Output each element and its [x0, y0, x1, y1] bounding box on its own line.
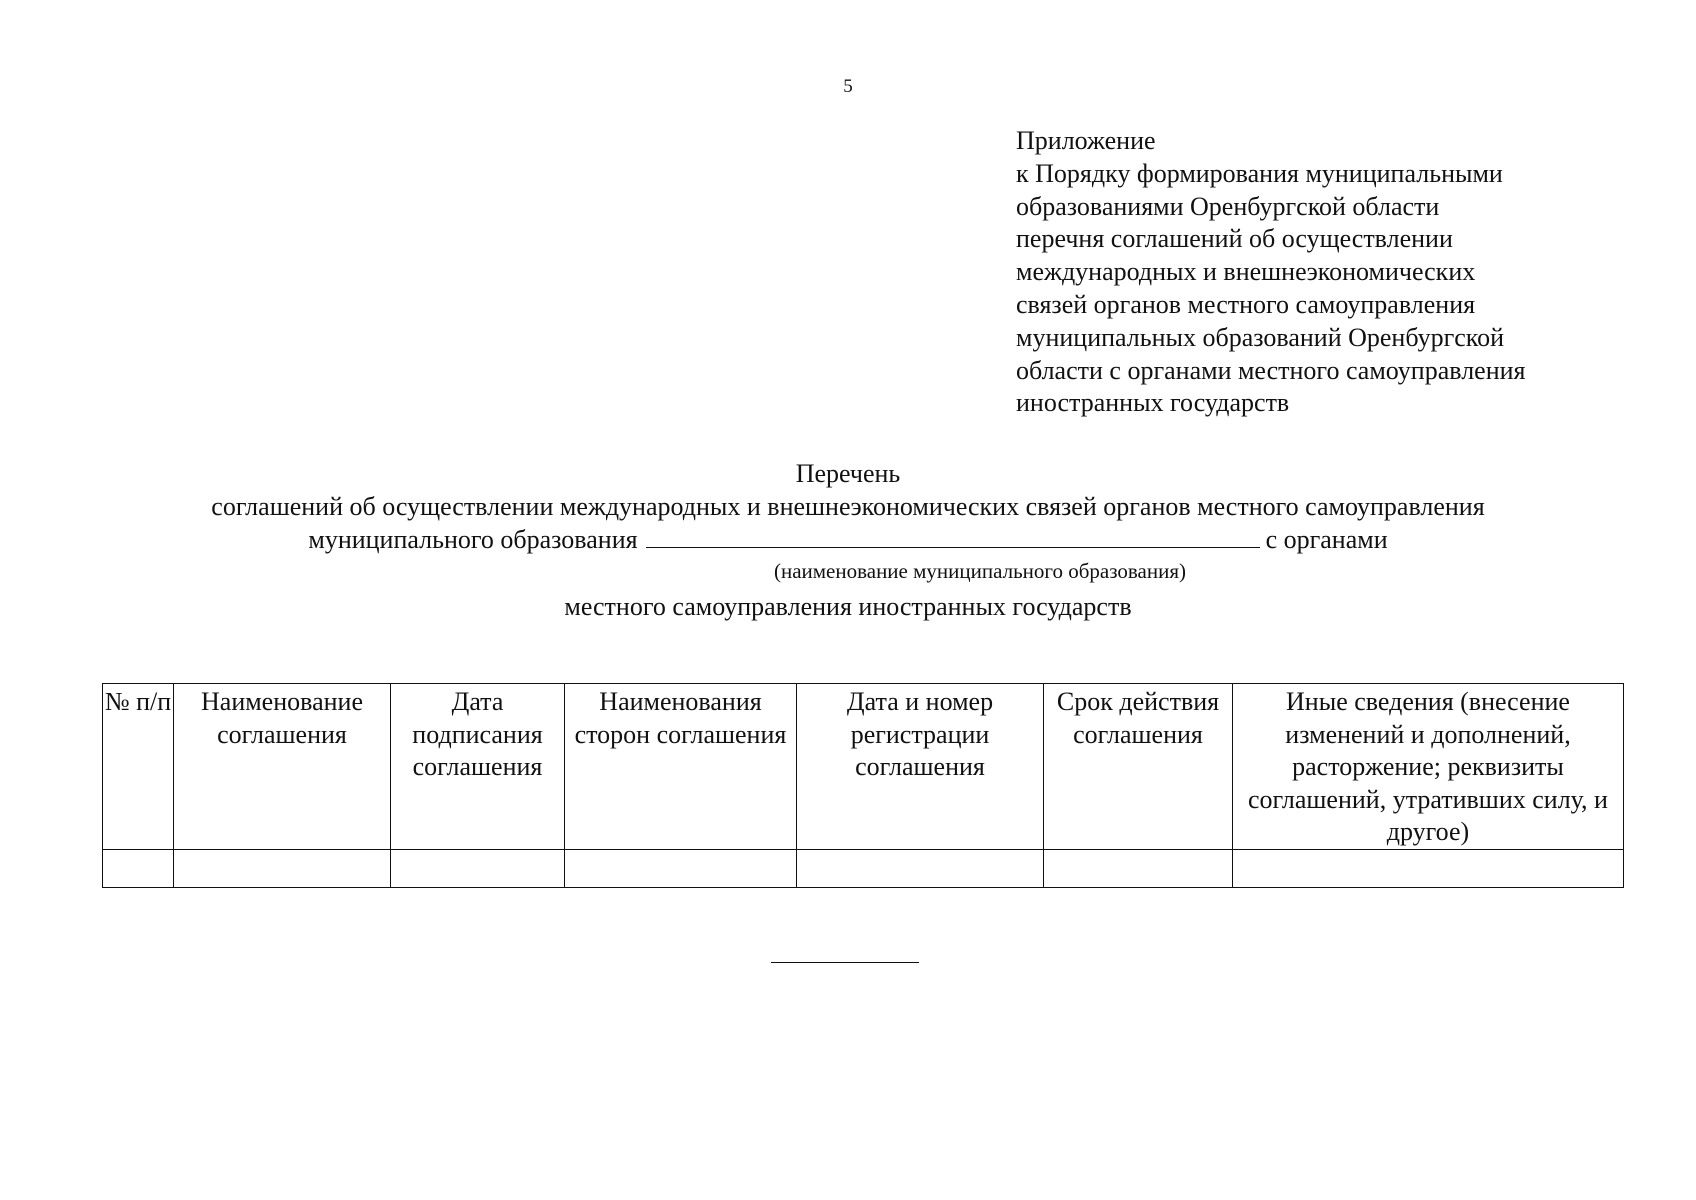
municipality-blank-line — [646, 523, 1260, 548]
document-title — [0, 458, 1696, 557]
title-line-2: соглашений об осуществлении международных и внешнеэкономических связей органов местного самоуправления — [211, 491, 1485, 521]
table-cell — [1044, 850, 1233, 888]
table-cell — [797, 850, 1044, 888]
table-cell — [565, 850, 797, 888]
header-number: № п/п — [103, 684, 174, 850]
appendix-line: муниципальных образований Оренбургской — [1016, 322, 1505, 352]
appendix-line: иностранных государств — [1016, 388, 1290, 418]
appendix-line: международных и внешнеэкономических — [1016, 257, 1476, 287]
title-line-3-start: муниципального образования — [308, 525, 638, 554]
appendix-line: перечня соглашений об осуществлении — [1016, 224, 1453, 254]
header-agreement-name: Наименование соглашения — [174, 684, 391, 850]
table-header-row — [103, 684, 1624, 850]
blank-line-caption: (наименование муниципального образования) — [773, 559, 1187, 583]
end-divider — [771, 962, 919, 963]
appendix-line: образованиями Оренбургской области — [1016, 191, 1440, 221]
appendix-note — [1016, 125, 1656, 420]
table-cell — [1233, 850, 1624, 888]
appendix-line: связей органов местного самоуправления — [1016, 289, 1476, 319]
agreements-table — [102, 683, 1624, 888]
header-registration: Дата и номер регистрации соглашения — [797, 684, 1044, 850]
header-other-info: Иные сведения (внесение изменений и дополнений, расторжение; реквизиты соглашений, утративших силу, и другое) — [1233, 684, 1624, 850]
header-signing-date: Дата подписания соглашения — [391, 684, 565, 850]
page-number: 5 — [843, 76, 853, 97]
table-cell — [103, 850, 174, 888]
appendix-line: области с органами местного самоуправления — [1016, 355, 1526, 385]
table-row — [103, 850, 1624, 888]
title-line-3-end: с органами — [1265, 525, 1388, 554]
header-parties: Наименования сторон соглашения — [565, 684, 797, 850]
title-line-3 — [0, 523, 1696, 557]
table-cell — [391, 850, 565, 888]
table-cell — [174, 850, 391, 888]
appendix-line: к Порядку формирования муниципальными — [1016, 158, 1503, 188]
appendix-line: Приложение — [1016, 126, 1156, 155]
title-heading: Перечень — [795, 459, 901, 488]
header-validity-period: Срок действия соглашения — [1044, 684, 1233, 850]
title-line-4: местного самоуправления иностранных государств — [564, 592, 1132, 621]
